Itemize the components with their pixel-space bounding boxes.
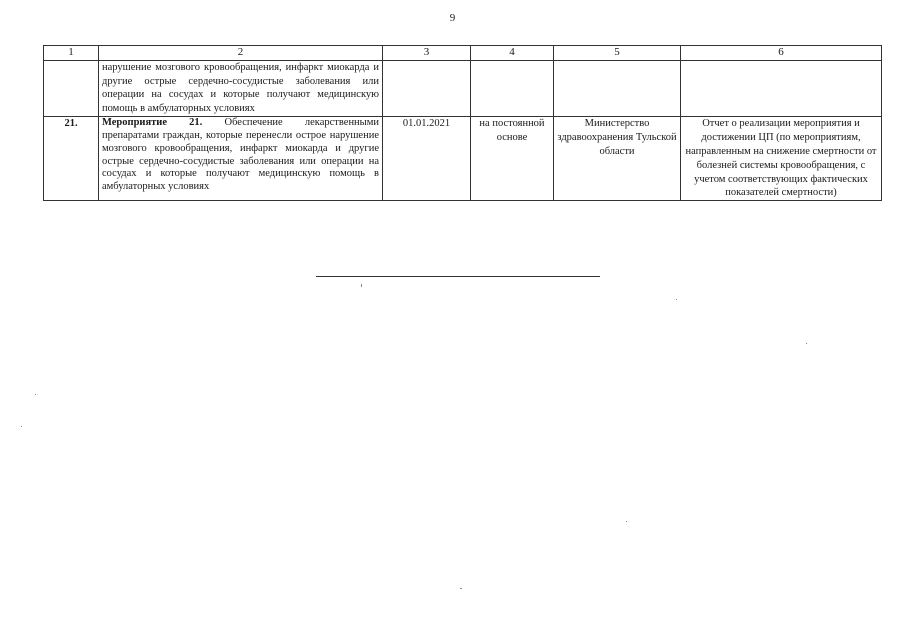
scan-speck [460,588,462,589]
table-row-21 [44,117,882,201]
scan-speck [21,426,22,427]
cell-number-empty [44,60,99,116]
header-col-1: 1 [44,46,99,61]
cell-number: 21. [44,117,99,201]
measures-table [43,45,882,201]
end-separator-line [316,276,600,277]
scan-speck [806,343,807,344]
measure-title: Мероприятие 21. [102,117,203,129]
cell-term: на постоянной основе [471,117,554,201]
table-row-continuation [44,60,882,116]
cell-executor: Министерство здравоохранения Тульской области [554,117,681,201]
cell-date: 01.01.2021 [383,117,471,201]
header-col-4: 4 [471,46,554,61]
cell-description-continuation: нарушение мозгового кровообращения, инфаркт миокарда и другие острые сердечно-сосудистые заболевания или операции на сосудах и которые получают медицинскую помощь в амбулаторных условиях [99,60,383,116]
scan-speck [676,299,677,300]
cell-executor-empty [554,60,681,116]
scan-speck [626,521,627,522]
header-row [44,46,882,61]
cell-date-empty [383,60,471,116]
measure-description: Обеспечение лекарственными препаратами граждан, которые перенесли острое нарушение мозгового кровообращения, инфаркт миокарда и другие острые сердечно-сосудистые заболевания или операции на сосудах и которые получают медицинскую помощь в амбулаторных условиях [102,117,379,193]
header-col-6: 6 [681,46,882,61]
header-col-2: 2 [99,46,383,61]
cell-description [99,117,383,201]
cell-report: Отчет о реализации мероприятия и достижении ЦП (по мероприятиям, направленным на снижение смертности от болезней системы кровообращения, с учетом соответствующих фактических показателей смертности) [681,117,882,201]
cell-report-empty [681,60,882,116]
scan-speck [361,284,362,287]
header-col-5: 5 [554,46,681,61]
cell-term-empty [471,60,554,116]
header-col-3: 3 [383,46,471,61]
page-number: 9 [449,12,456,24]
scan-speck [35,394,36,395]
